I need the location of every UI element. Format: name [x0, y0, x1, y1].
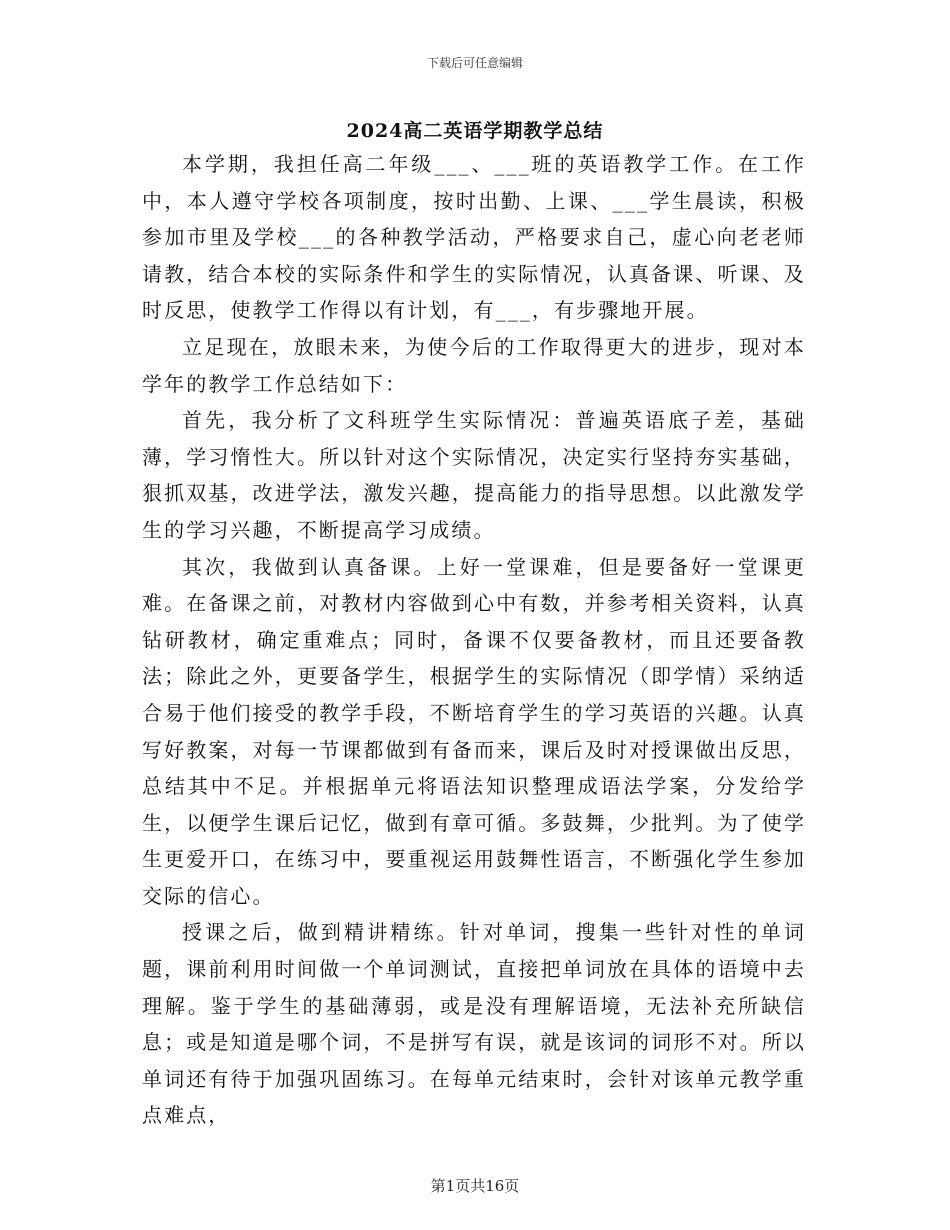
document-title: 2024高二英语学期教学总结: [346, 120, 604, 142]
header-note: 下载后可任意编辑: [426, 56, 523, 70]
paragraph-2: 立足现在，放眼未来，为使今后的工作取得更大的进步，现对本学年的教学工作总结如下：: [142, 334, 806, 396]
paragraph-5: 授课之后，做到精讲精练。针对单词，搜集一些针对性的单词题，课前利用时间做一个单词测试，直接把单词放在具体的语境中去理解。鉴于学生的基础薄弱，或是没有理解语境，无法补充所缺信息；或是知道是哪个词，不是拼写有误，就是该词的词形不对。所以单词还有待于加强巩固练习。在每单元结束时，会针对该单元教学重点难点，: [142, 920, 806, 1128]
paragraph-4: 其次，我做到认真备课。上好一堂课难，但是要备好一堂课更难。在备课之前，对教材内容做到心中有数，并参考相关资料，认真钻研教材，确定重难点；同时，备课不仅要备教材，而且还要备教法；除此之外，更要备学生，根据学生的实际情况（即学情）采纳适合易于他们接受的教学手段，不断培育学生的学习英语的兴趣。认真写好教案，对每一节课都做到有备而来，课后及时对授课做出反思，总结其中不足。并根据单元将语法知识整理成语法学案，分发给学生，以便学生课后记忆，做到有章可循。多鼓舞，少批判。为了使学生更爱开口，在练习中，要重视运用鼓舞性语言，不断强化学生参加交际的信心。: [142, 554, 806, 908]
document-body: [142, 146, 806, 1134]
paragraph-1: 本学期，我担任高二年级___、___班的英语教学工作。在工作中，本人遵守学校各项制度，按时出勤、上课、___学生晨读，积极参加市里及学校___的各种教学活动，严格要求自己，虚心向老老师请教，结合本校的实际条件和学生的实际情况，认真备课、听课、及时反思，使教学工作得以有计划，有___，有步骤地开展。: [142, 152, 806, 323]
page-footer: 第1页共16页: [430, 1177, 520, 1195]
paragraph-3: 首先，我分析了文科班学生实际情况：普遍英语底子差，基础薄，学习惰性大。所以针对这个实际情况，决定实行坚持夯实基础，狠抓双基，改进学法，激发兴趣，提高能力的指导思想。以此激发学生的学习兴趣，不断提高学习成绩。: [142, 408, 806, 542]
